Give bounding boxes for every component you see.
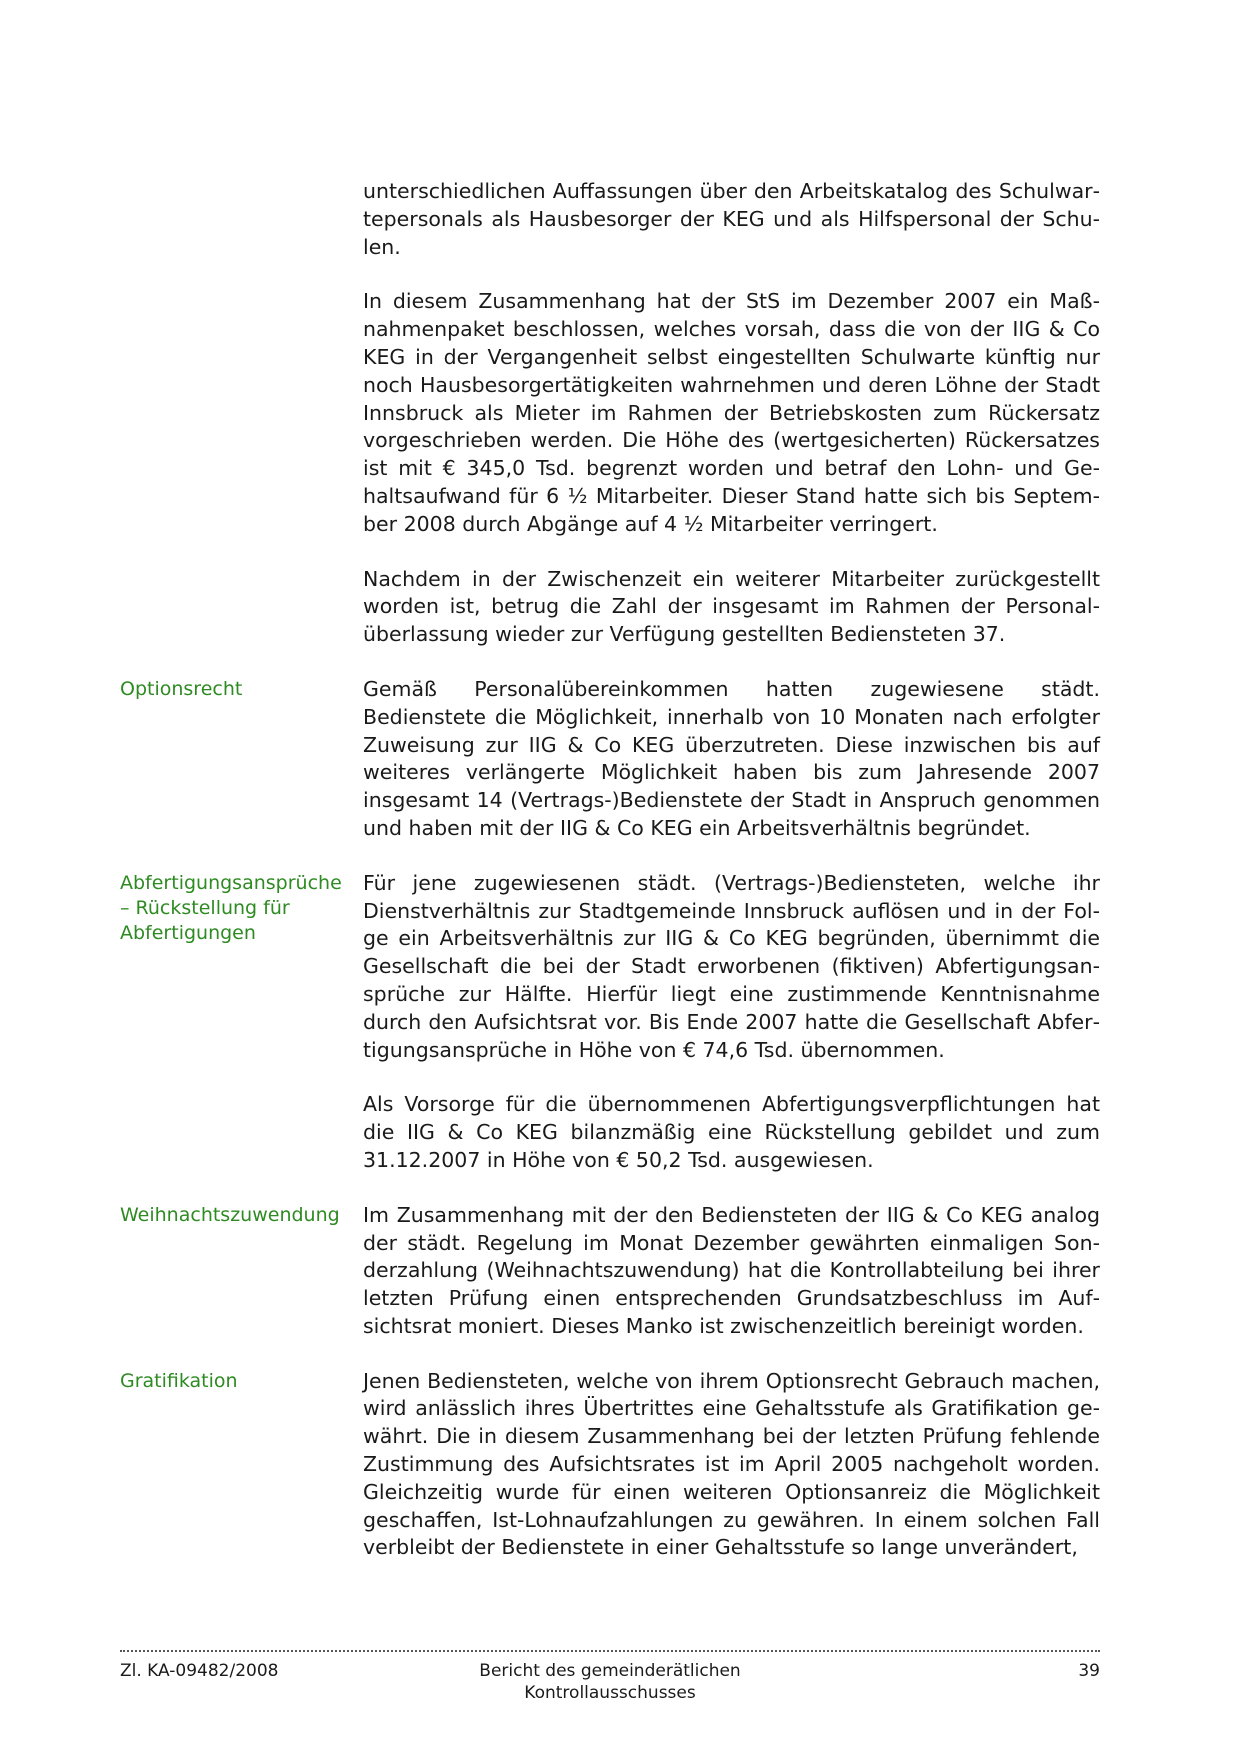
section-abfertigung	[120, 870, 1100, 1065]
page-footer	[120, 1660, 1100, 1704]
margin-heading-gratifikation: Gratifikation	[120, 1369, 238, 1392]
paragraph-block-2	[120, 288, 1100, 538]
paragraph-block-abfertigung-2	[120, 1091, 1100, 1174]
paragraph-block-3	[120, 566, 1100, 649]
footer-divider	[120, 1650, 1100, 1652]
body-text	[363, 1091, 1100, 1174]
margin-empty	[120, 566, 363, 649]
margin-heading-weihnachtszuwendung: Weihnachtszuwendung	[120, 1203, 340, 1226]
page-number: 39	[1078, 1661, 1100, 1681]
margin-heading-line: Abfertigungsansprüche	[120, 871, 342, 894]
paragraph: Gemäß Personalübereinkommen hatten zugewiesene städt. Bedienstete die Möglichkeit, innerhalb von 10 Monaten nach erfolgter Zuweisung zur IIG & Co KEG überzutreten. Diese inzwischen bis auf weiteres verlängerte Möglichkeit haben bis zum Jahresende 2007 insgesamt 14 (Vertrags-)Bedienstete der Stadt in Anspruch genommen und haben mit der IIG & Co KEG ein Arbeitsverhältnis begründet.	[363, 676, 1100, 840]
footer-reference: Zl. KA-09482/2008	[120, 1661, 279, 1681]
margin-heading-line: Abfertigungen	[120, 921, 256, 944]
paragraph-block-1	[120, 178, 1100, 261]
paragraph: Für jene zugewiesenen städt. (Vertrags-)Bediensteten, welche ihr Dienstverhältnis zur Stadtgemeinde Innsbruck auflösen und in der Folge ein Arbeitsverhältnis zur IIG & Co KEG begründen, übernimmt die Gesellschaft die bei der Stadt erworbenen (fiktiven) Abfertigungsansprüche zur Hälfte. Hierfür liegt eine zustimmende Kenntnisnahme durch den Aufsichtsrat vor. Bis Ende 2007 hatte die Gesellschaft Abfertigungsansprüche in Höhe von € 74,6 Tsd. übernommen.	[363, 870, 1100, 1062]
body-text	[363, 178, 1100, 261]
body-text	[363, 566, 1100, 649]
margin-empty	[120, 178, 363, 261]
paragraph: In diesem Zusammenhang hat der StS im Dezember 2007 ein Maßnahmenpaket beschlossen, welches vorsah, dass die von der IIG & Co KEG in der Vergangenheit selbst eingestellten Schulwarte künftig nur noch Hausbesorgertätigkeiten wahrnehmen und deren Löhne der Stadt Innsbruck als Mieter im Rahmen der Betriebskosten zum Rückersatz vorgeschrieben werden. Die Höhe des (wertgesicherten) Rückersatzes ist mit € 345,0 Tsd. begrenzt worden und betraf den Lohn- und Gehaltsaufwand für 6 ½ Mitarbeiter. Dieser Stand hatte sich bis September 2008 durch Abgänge auf 4 ½ Mitarbeiter verringert.	[363, 289, 1100, 536]
section-optionsrecht	[120, 676, 1100, 843]
section-gratifikation	[120, 1368, 1100, 1563]
margin-heading-line: – Rückstellung für	[120, 896, 290, 919]
paragraph: Nachdem in der Zwischenzeit ein weiterer Mitarbeiter zurückgestellt worden ist, betrug die Zahl der insgesamt im Rahmen der Personalüberlassung wieder zur Verfügung gestellten Bediensteten 37.	[363, 566, 1100, 647]
body-text	[363, 1202, 1100, 1341]
paragraph: Jenen Bediensteten, welche von ihrem Optionsrecht Gebrauch machen, wird anlässlich ihres Übertrittes eine Gehaltsstufe als Gratifikation gewährt. Die in diesem Zusammenhang bei der letzten Prüfung fehlende Zustimmung des Aufsichtsrates ist im April 2005 nachgeholt worden. Gleichzeitig wurde für einen weiteren Optionsanreiz die Möglichkeit geschaffen, Ist-Lohnaufzahlungen zu gewähren. In einem solchen Fall verbleibt der Bedienstete in einer Gehaltsstufe so lange unverändert,	[363, 1368, 1100, 1560]
body-text	[363, 676, 1100, 843]
margin-empty	[120, 288, 363, 538]
margin-heading-optionsrecht: Optionsrecht	[120, 677, 243, 700]
page-content	[120, 178, 1100, 1589]
body-text	[363, 1368, 1100, 1563]
paragraph: Als Vorsorge für die übernommenen Abfertigungsverpflichtungen hat die IIG & Co KEG bilanzmäßig eine Rückstellung gebildet und zum 31.12.2007 in Höhe von € 50,2 Tsd. ausgewiesen.	[363, 1092, 1100, 1172]
paragraph: Im Zusammenhang mit der den Bediensteten der IIG & Co KEG analog der städt. Regelung im Monat Dezember gewährten einmaligen Sonderzahlung (Weihnachtszuwendung) hat die Kontrollabteilung bei ihrer letzten Prüfung einen entsprechenden Grundsatzbeschluss im Aufsichtsrat moniert. Dieses Manko ist zwischenzeitlich bereinigt worden.	[363, 1202, 1100, 1338]
section-weihnachtszuwendung	[120, 1202, 1100, 1341]
margin-heading-abfertigung	[120, 870, 363, 1065]
footer-title: Bericht des gemeinderätlichen Kontrollausschusses	[479, 1661, 741, 1703]
margin-empty	[120, 1091, 363, 1174]
body-text	[363, 870, 1100, 1065]
paragraph: unterschiedlichen Auffassungen über den Arbeitskatalog des Schulwartepersonals als Hausbesorger der KEG und als Hilfspersonal der Schulen.	[363, 179, 1100, 259]
body-text	[363, 288, 1100, 538]
